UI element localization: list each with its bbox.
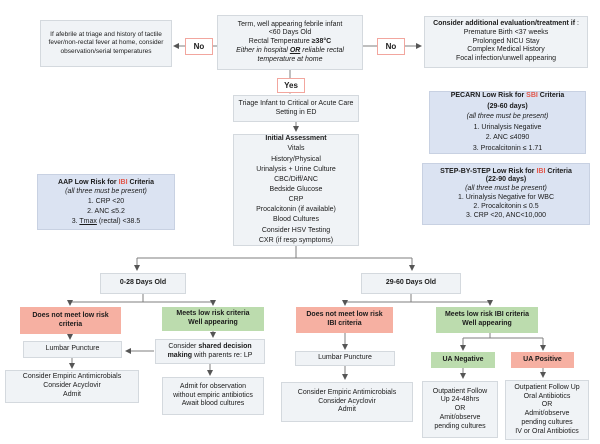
age-0-28-node: 0-28 Days Old: [100, 273, 186, 294]
aap-item: 3. Tmax (rectal) <38.5: [71, 217, 141, 225]
empiric-treatment-29-60-node: Consider Empiric Antimicrobials Consider Acyclovir Admit: [281, 382, 413, 422]
ua-positive-outcome-node: Outpatient Follow Up Oral Antibiotics OR Admit/observe pending cultures IV or Oral Antibiotics: [505, 380, 589, 440]
aap-title: AAP Low Risk for IBI Criteria: [58, 178, 154, 186]
low-risk-0-28-node: Meets low risk criteria Well appearing: [162, 307, 264, 331]
assessment-item: Urinalysis + Urine Culture: [256, 165, 336, 173]
note-text: If afebrile at triage and history of tactile fever/non-rectal fever at home, consider observation/serial temperatures: [48, 31, 164, 55]
admit-observation-node: Admit for observation without empiric antibiotics Await blood cultures: [162, 377, 264, 415]
no-branch-right-label: No: [377, 38, 405, 55]
shared-decision-node: Consider shared decision making with parents re: LP: [155, 339, 265, 364]
assessment-item: CBC/Diff/ANC: [274, 175, 318, 183]
step-by-step-item: 2. Procalcitonin ≤ 0.5: [473, 202, 539, 210]
pecarn-age-range: (29-60 days): [487, 102, 528, 110]
pecarn-note: (all three must be present): [466, 113, 549, 120]
start-condition: Either in hospital OR reliable rectal temperature at home: [236, 46, 344, 63]
pecarn-item: 3. Procalcitonin ≤ 1.71: [472, 144, 543, 152]
pecarn-title: PECARN Low Risk for SBI Criteria: [450, 92, 565, 99]
additional-evaluation-note: [424, 16, 588, 68]
start-node: [217, 15, 363, 70]
step-by-step-title: STEP-BY-STEP Low Risk for IBI Criteria: [440, 167, 572, 175]
aap-item: 2. ANC ≤5.2: [87, 207, 125, 215]
afebrile-observation-note: [40, 20, 172, 67]
no-branch-left-label: No: [185, 38, 213, 55]
pecarn-item: 1. Urinalysis Negative: [473, 123, 542, 131]
pecarn-item: 2. ANC ≤4090: [485, 134, 530, 141]
initial-assessment-title: Initial Assessment: [265, 135, 327, 143]
assessment-item: Consider HSV Testing: [261, 226, 331, 234]
aap-criteria-box: [37, 174, 175, 230]
lumbar-puncture-0-28-node: Lumbar Puncture: [23, 341, 122, 358]
assessment-item: Procalcitonin (if available): [256, 206, 336, 214]
assessment-item: CXR (if resp symptoms): [258, 236, 334, 244]
aap-item: 1. CRP <20: [87, 198, 125, 206]
not-low-risk-29-60-node: Does not meet low risk IBI criteria: [296, 307, 393, 333]
ua-negative-outcome-node: Outpatient Follow Up 24-48hrs OR Amit/observe pending cultures: [422, 381, 498, 438]
step-by-step-note: (all three must be present): [465, 185, 547, 193]
step-by-step-age-range: (22-90 days): [485, 176, 527, 184]
lumbar-puncture-29-60-node: Lumbar Puncture: [295, 351, 395, 366]
ua-negative-node: UA Negative: [431, 352, 495, 368]
assessment-item: Vitals: [287, 145, 305, 153]
pecarn-criteria-box: [429, 91, 586, 154]
start-line1: Term, well appearing febrile infant: [237, 20, 343, 28]
assessment-item: CRP: [288, 196, 304, 204]
initial-assessment-node: [233, 134, 359, 246]
additional-evaluation-item: Focal infection/unwell appearing: [455, 55, 556, 63]
additional-evaluation-item: Premature Birth <37 weeks: [463, 28, 549, 36]
step-by-step-item: 3. CRP <20, ANC<10,000: [465, 211, 547, 219]
start-line3: Rectal Temperature ≥38°C: [248, 38, 332, 46]
step-by-step-criteria-box: [422, 163, 590, 225]
assessment-item: History/Physical: [271, 155, 321, 163]
aap-note: (all three must be present): [65, 188, 147, 196]
additional-evaluation-item: Complex Medical History: [467, 46, 545, 54]
empiric-treatment-0-28-node: Consider Empiric Antimicrobials Consider Acyclovir Admit: [5, 370, 139, 403]
age-29-60-node: 29-60 Days Old: [361, 273, 461, 294]
additional-evaluation-item: Prolonged NICU Stay: [472, 37, 540, 45]
assessment-item: Blood Cultures: [273, 216, 319, 224]
assessment-item: Bedside Glucose: [269, 185, 323, 193]
low-risk-29-60-node: Meets low risk IBI criteria Well appearing: [436, 307, 538, 333]
not-low-risk-0-28-node: Does not meet low risk criteria: [20, 307, 121, 334]
start-line2: <60 Days Old: [268, 29, 312, 37]
additional-evaluation-title: Consider additional evaluation/treatment if :: [433, 20, 579, 28]
yes-branch-label: Yes: [277, 78, 305, 93]
step-by-step-item: 1. Urinalysis Negative for WBC: [457, 194, 555, 201]
ua-positive-node: UA Positive: [511, 352, 574, 368]
triage-node: Triage Infant to Critical or Acute Care Setting in ED: [233, 95, 359, 122]
